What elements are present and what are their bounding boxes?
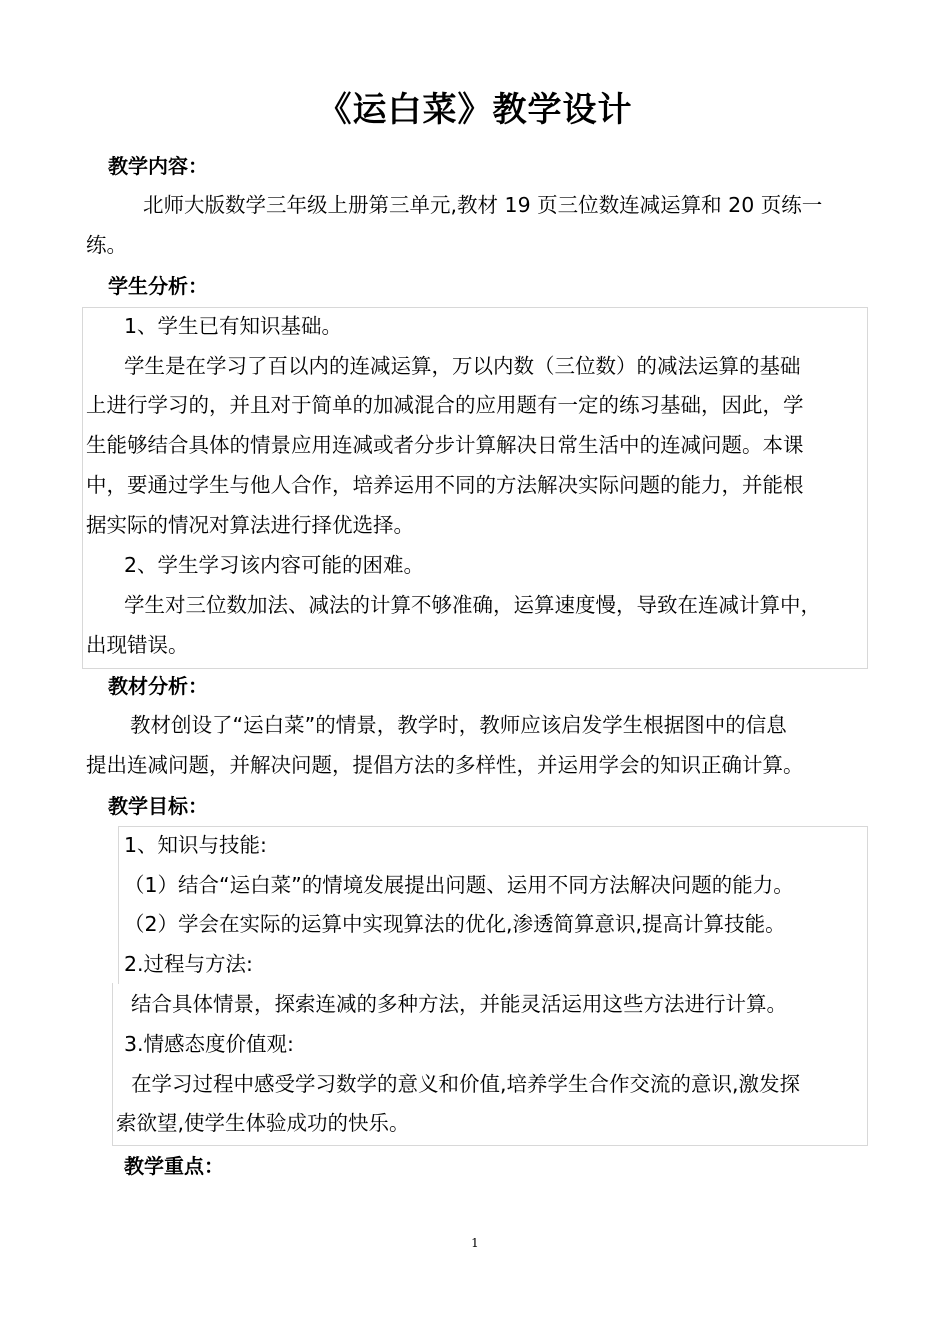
student-analysis-line: 中，要通过学生与他人合作，培养运用不同的方法解决实际问题的能力，并能根: [86, 473, 804, 497]
objectives-line: （2）学会在实际的运算中实现算法的优化,渗透简算意识,提高计算技能。: [124, 912, 786, 936]
student-analysis-line: 生能够结合具体的情景应用连减或者分步计算解决日常生活中的连减问题。本课: [86, 433, 804, 457]
heading-teaching-content: 教学内容：: [108, 154, 208, 178]
student-analysis-line: 1、学生已有知识基础。: [124, 314, 343, 338]
student-analysis-line: 学生是在学习了百以内的连减运算，万以内数（三位数）的减法运算的基础: [124, 354, 801, 378]
student-analysis-line: 上进行学习的，并且对于简单的加减混合的应用题有一定的练习基础，因此，学: [86, 393, 804, 417]
objectives-line: 2.过程与方法:: [124, 952, 253, 976]
page-title: 《运白菜》教学设计: [317, 90, 633, 130]
objectives-line: 3.情感态度价值观:: [124, 1032, 294, 1056]
content-line: 北师大版数学三年级上册第三单元,教材 19 页三位数连减运算和 20 页练一: [143, 193, 823, 217]
objectives-line: 1、知识与技能:: [124, 833, 267, 857]
student-analysis-line: 出现错误。: [86, 633, 189, 657]
heading-student-analysis: 学生分析：: [108, 274, 208, 298]
content-line: 练。: [86, 233, 127, 257]
heading-teaching-objectives: 教学目标：: [108, 794, 208, 818]
student-analysis-line: 据实际的情况对算法进行择优选择。: [86, 513, 414, 537]
material-analysis-line: 教材创设了“运白菜”的情景，教学时，教师应该启发学生根据图中的信息: [130, 713, 787, 737]
material-analysis-line: 提出连减问题，并解决问题，提倡方法的多样性，并运用学会的知识正确计算。: [86, 753, 804, 777]
student-analysis-line: 2、学生学习该内容可能的困难。: [124, 553, 425, 577]
heading-material-analysis: 教材分析：: [108, 674, 208, 698]
heading-key-points: 教学重点：: [124, 1154, 224, 1178]
objectives-line: 结合具体情景，探索连减的多种方法，并能灵活运用这些方法进行计算。: [131, 992, 787, 1016]
objectives-line: （1）结合“运白菜”的情境发展提出问题、运用不同方法解决问题的能力。: [124, 873, 794, 897]
student-analysis-line: 学生对三位数加法、减法的计算不够准确，运算速度慢，导致在连减计算中，: [124, 593, 821, 617]
page-number: 1: [471, 1236, 479, 1250]
objectives-line: 在学习过程中感受学习数学的意义和价值,培养学生合作交流的意识,激发探: [131, 1072, 801, 1096]
objectives-line: 索欲望,使学生体验成功的快乐。: [116, 1111, 410, 1135]
